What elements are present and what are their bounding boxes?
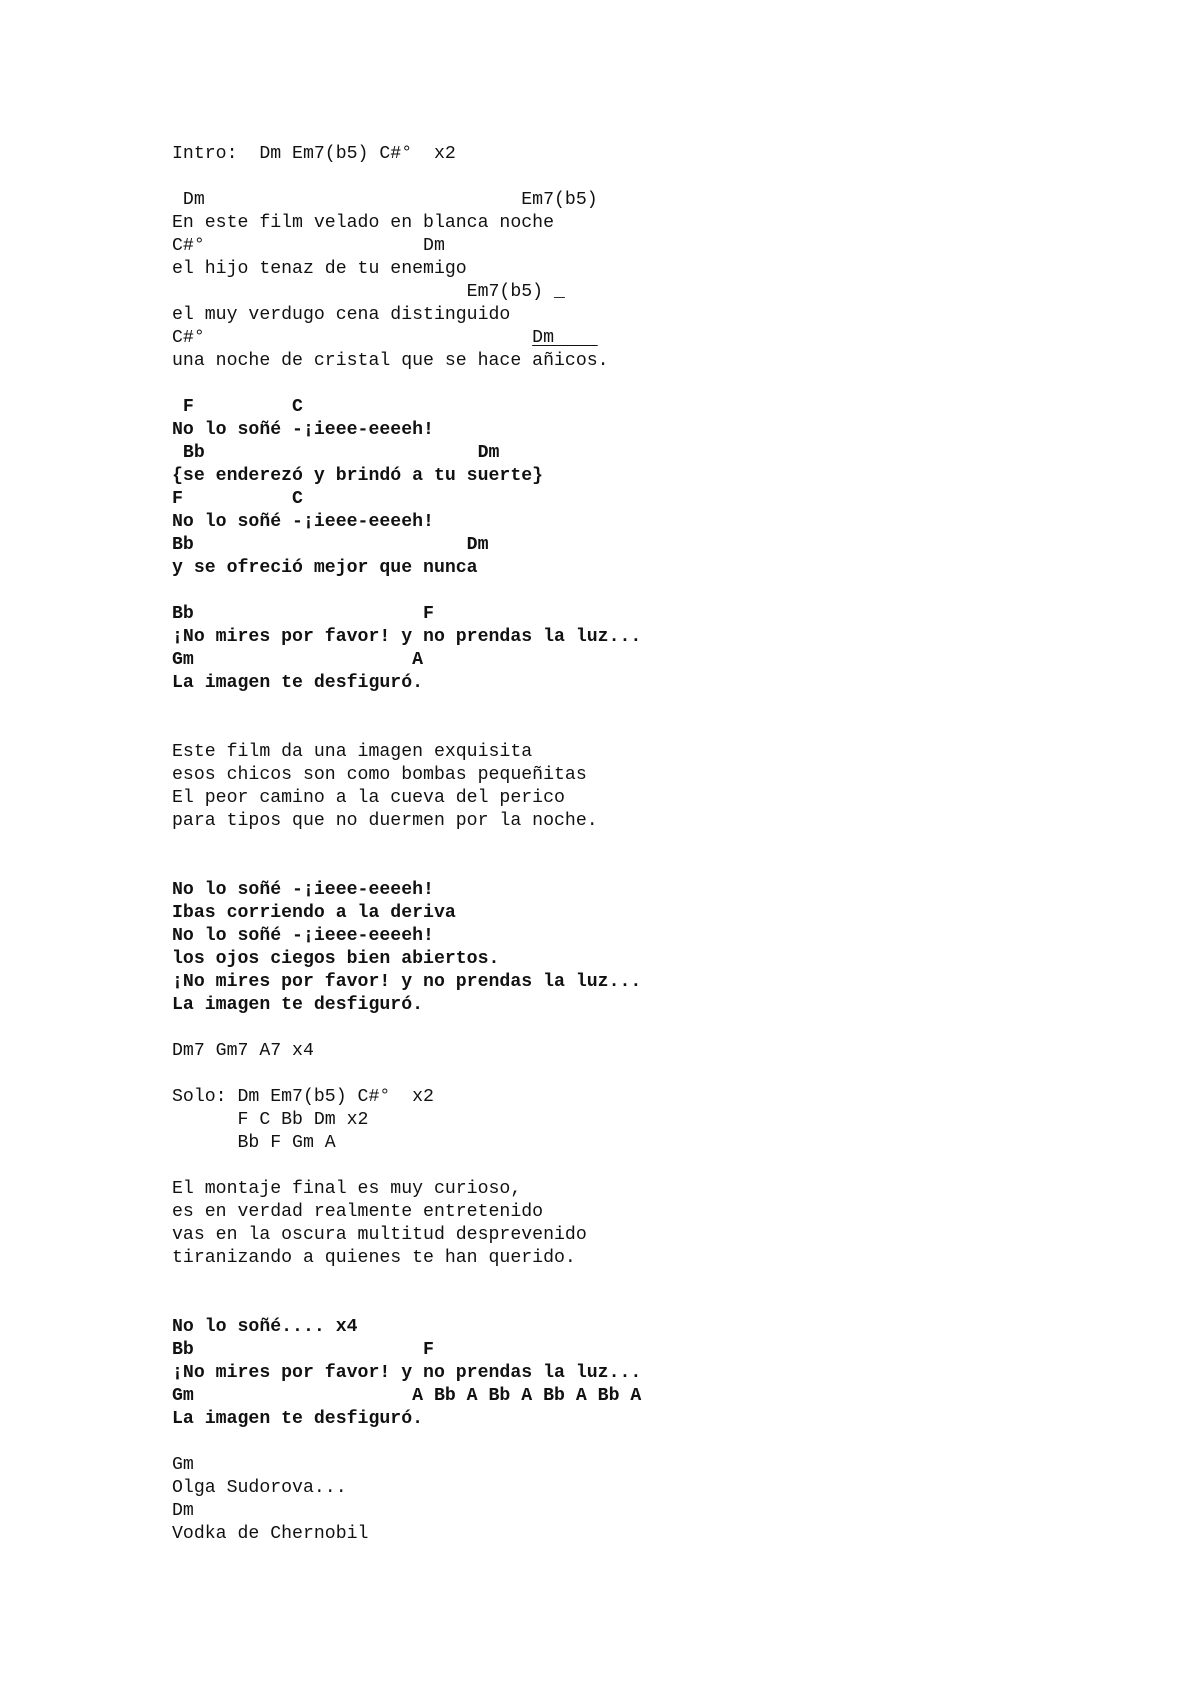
verse-3 <box>172 1178 1172 1270</box>
lyric-line: No lo soñé -¡ieee-eeeeh! <box>172 880 434 900</box>
spacer <box>172 1017 1172 1040</box>
lyric-line: El peor camino a la cueva del perico <box>172 788 565 808</box>
solo-line: F C Bb Dm x2 <box>172 1110 369 1130</box>
lyric-line: el hijo tenaz de tu enemigo <box>172 259 467 279</box>
song-sheet <box>172 143 1172 1546</box>
lyric-line: No lo soñé.... x4 <box>172 1317 358 1337</box>
solo <box>172 1086 1172 1155</box>
spacer <box>172 166 1172 189</box>
spacer <box>172 1270 1172 1316</box>
chord-mark: _ <box>554 282 565 302</box>
spacer <box>172 1431 1172 1454</box>
lyric-line: es en verdad realmente entretenido <box>172 1202 544 1222</box>
underlined-chord: Dm <box>532 328 598 348</box>
lyric-line: el muy verdugo cena distinguido <box>172 305 511 325</box>
chord-line: C#° Dm <box>172 236 445 256</box>
chorus-1 <box>172 396 1172 580</box>
lyric-line: No lo soñé -¡ieee-eeeeh! <box>172 926 434 946</box>
lyric-line: una noche de cristal que se hace añicos. <box>172 351 609 371</box>
chord-line <box>172 281 1172 304</box>
outro <box>172 1316 1172 1431</box>
chord-line: Dm Em7(b5) <box>172 190 598 210</box>
lyric-line: para tipos que no duermen por la noche. <box>172 811 598 831</box>
interlude-line: Dm7 Gm7 A7 x4 <box>172 1041 314 1061</box>
lyric-line: Olga Sudorova... <box>172 1478 347 1498</box>
chord-line-text: Em7(b5) <box>172 282 554 302</box>
spacer <box>172 1155 1172 1178</box>
chorus-2 <box>172 879 1172 1017</box>
intro-line: Intro: Dm Em7(b5) C#° x2 <box>172 144 456 164</box>
lyric-line: Este film da una imagen exquisita <box>172 742 533 762</box>
lyric-line: ¡No mires por favor! y no prendas la luz... <box>172 972 642 992</box>
lyric-line: La imagen te desfiguró. <box>172 1409 424 1429</box>
lyric-line: La imagen te desfiguró. <box>172 673 424 693</box>
chord-line: Gm <box>172 1455 194 1475</box>
ending <box>172 1454 1172 1546</box>
chord-line-text: C#° <box>172 328 533 348</box>
spacer <box>172 373 1172 396</box>
chord-line: Gm A <box>172 650 424 670</box>
verse-1 <box>172 189 1172 373</box>
lyric-line: ¡No mires por favor! y no prendas la luz... <box>172 627 642 647</box>
chord-line: Gm A Bb A Bb A Bb A Bb A <box>172 1386 642 1406</box>
chord-line <box>172 327 1172 350</box>
chord-line: Bb Dm <box>172 443 500 463</box>
chord-line: Bb F <box>172 1340 434 1360</box>
spacer <box>172 833 1172 879</box>
lyric-line: ¡No mires por favor! y no prendas la luz... <box>172 1363 642 1383</box>
lyric-line: los ojos ciegos bien abiertos. <box>172 949 500 969</box>
chord-line: Bb F <box>172 604 434 624</box>
chord-line: F C <box>172 397 303 417</box>
lyric-line: Vodka de Chernobil <box>172 1524 369 1544</box>
lyric-line: tiranizando a quienes te han querido. <box>172 1248 576 1268</box>
spacer <box>172 1063 1172 1086</box>
spacer <box>172 695 1172 741</box>
lyric-line: En este film velado en blanca noche <box>172 213 554 233</box>
lyric-line: y se ofreció mejor que nunca <box>172 558 478 578</box>
verse-2 <box>172 741 1172 833</box>
chord-line: F C <box>172 489 303 509</box>
lyric-line: No lo soñé -¡ieee-eeeeh! <box>172 512 434 532</box>
solo-line: Solo: Dm Em7(b5) C#° x2 <box>172 1087 434 1107</box>
solo-line: Bb F Gm A <box>172 1133 336 1153</box>
bridge-1 <box>172 603 1172 695</box>
lyric-line: El montaje final es muy curioso, <box>172 1179 522 1199</box>
lyric-line: No lo soñé -¡ieee-eeeeh! <box>172 420 434 440</box>
lyric-line: Ibas corriendo a la deriva <box>172 903 456 923</box>
chord-line: Bb Dm <box>172 535 489 555</box>
lyric-line: vas en la oscura multitud desprevenido <box>172 1225 587 1245</box>
lyric-line: La imagen te desfiguró. <box>172 995 424 1015</box>
spacer <box>172 580 1172 603</box>
chord-line: Dm <box>172 1501 194 1521</box>
lyric-line: {se enderezó y brindó a tu suerte} <box>172 466 544 486</box>
lyric-line: esos chicos son como bombas pequeñitas <box>172 765 587 785</box>
